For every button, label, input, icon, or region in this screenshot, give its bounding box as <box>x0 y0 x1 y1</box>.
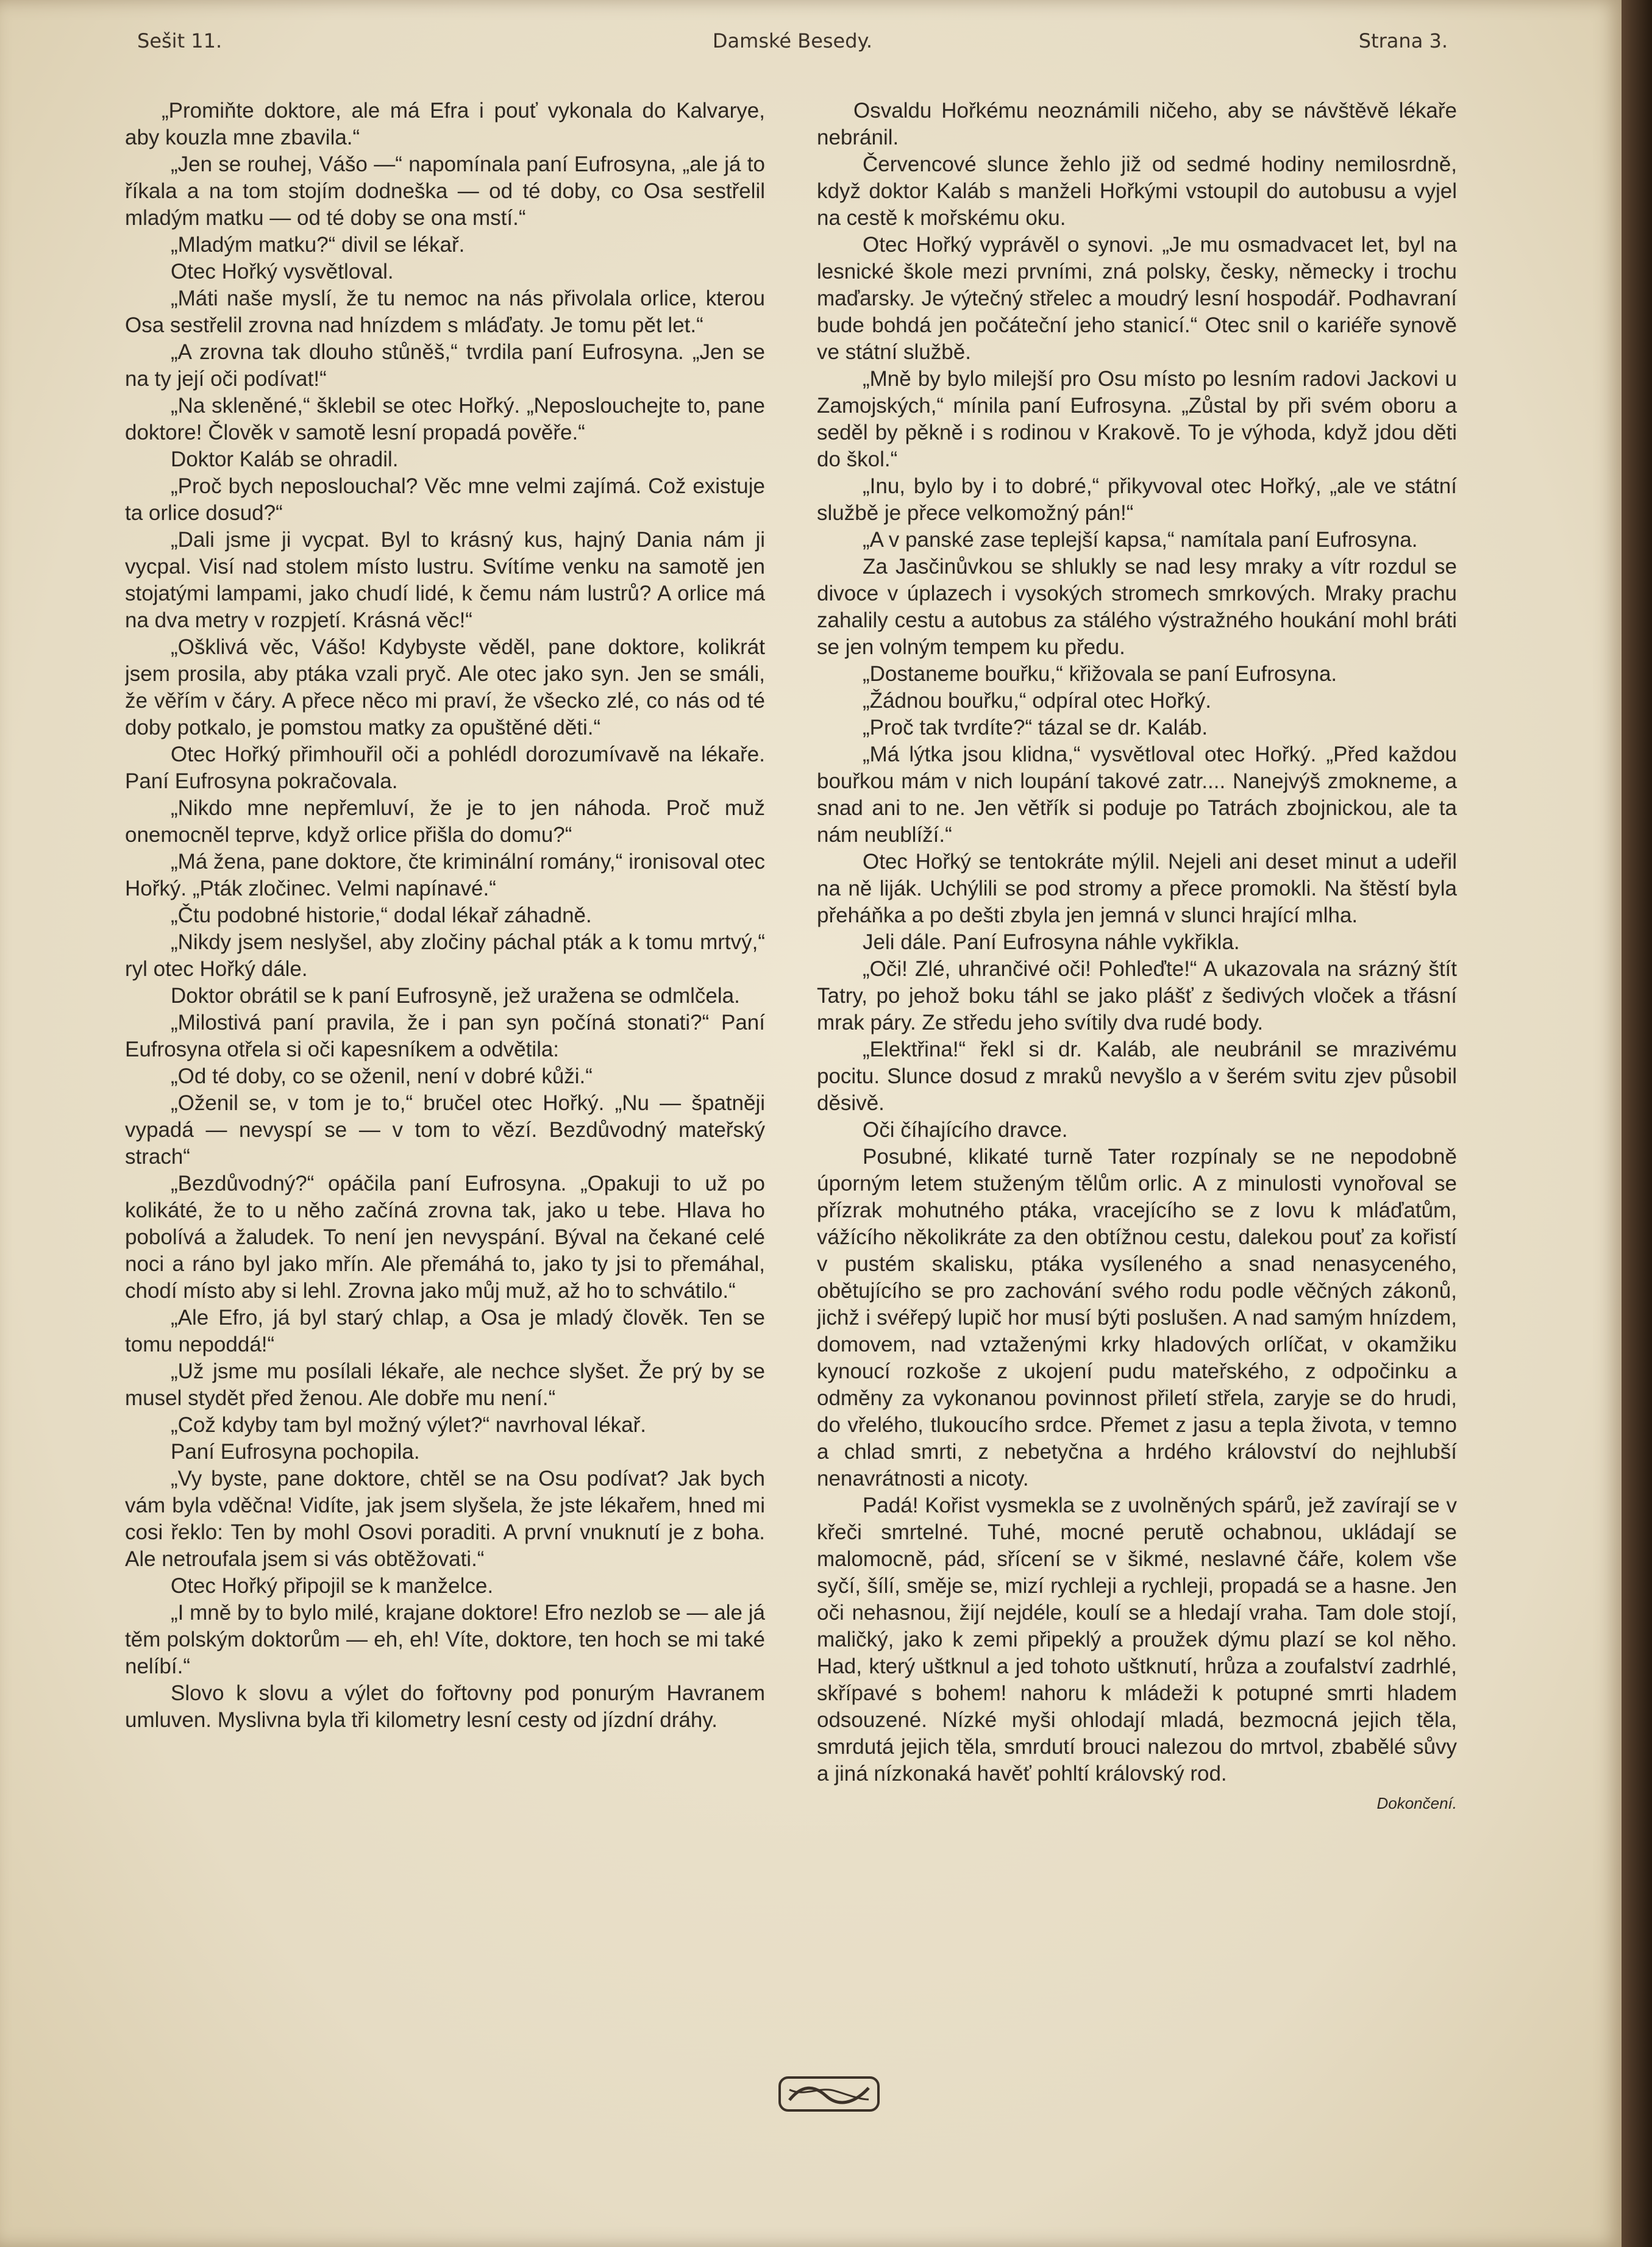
left-text-column <box>125 98 765 2048</box>
paragraph: „Máti naše myslí, že tu nemoc na nás přivolala orlice, kterou Osa sestřelil zrovna nad hnízdem s mláďaty. Je tomu pět let.“ <box>125 287 765 337</box>
page-header <box>137 24 1448 61</box>
paragraph: „Oči! Zlé, uhrančivé oči! Pohleďte!“ A ukazovala na srázný štít Tatry, po jehož boku táhl se jako plášť z šedivých vloček a třásní mrak páry. Ze středu jeho svítily dva rudé body. <box>817 957 1457 1034</box>
paragraph: Slovo k slovu a výlet do fořtovny pod ponurým Havranem umluven. Myslivna byla tři kilometry lesní cesty od jízdní dráhy. <box>125 1681 765 1732</box>
issue-number: Sešit 11. <box>137 29 223 52</box>
paragraph: „Ošklivá věc, Vášo! Kdybyste věděl, pane doktore, kolikrát jsem prosila, aby ptáka vzali pryč. Ale otec jako syn. Jen se smáli, že věřím v čáry. A přece něco mi praví, že všecko zlé, co nás od té doby potkalo, je pomstou matky za opuštěné děti.“ <box>125 635 765 739</box>
continuation-note: Dokončení. <box>1376 1794 1457 1812</box>
paragraph: Doktor obrátil se k paní Eufrosyně, jež uražena se odmlčela. <box>171 984 740 1008</box>
paragraph: Paní Eufrosyna pochopila. <box>171 1440 420 1464</box>
paragraph: „Promiňte doktore, ale má Efra i pouť vykonala do Kalvarye, aby kouzla mne zbavila.“ <box>125 99 765 149</box>
paragraph: „A v panské zase teplejší kapsa,“ namítala paní Eufrosyna. <box>863 528 1418 552</box>
paragraph: „I mně by to bylo milé, krajane doktore! Efro nezlob se — ale já těm polským doktorům — eh, eh! Víte, doktore, ten hoch se mi také nelíbí.“ <box>125 1601 765 1678</box>
page-number: Strana 3. <box>1358 29 1448 52</box>
paragraph: „Bezdůvodný?“ opáčila paní Eufrosyna. „Opakuji to už po kolikáté, že to u něho začíná zrovna tak, jako u tebe. Hlava ho pobolívá a žaludek. To není jen nevyspání. Býval na čekané celé noci a ráno byl jako mřín. Ale přemáhá to, jako ty jsi to přemáhal, chodí místo aby si lehl. Zrovna jako můj muž, až ho to schvátilo.“ <box>125 1172 765 1303</box>
paragraph: „Dali jsme ji vycpat. Byl to krásný kus, hajný Dania nám ji vycpal. Visí nad stolem místo lustru. Svítíme venku na samotě jen stojatými lampami, jako chudí lidé, k čemu nám lustrů? A orlice má na dva metry v rozpjetí. Krásná věc!“ <box>125 528 765 632</box>
paragraph: „Nikdo mne nepřemluví, že je to jen náhoda. Proč muž onemocněl teprve, když orlice přišla do domu?“ <box>125 796 765 847</box>
page-edge-shadow <box>1622 0 1652 2247</box>
paragraph: „Už jsme mu posílali lékaře, ale nechce slyšet. Že prý by se musel stydět před ženou. Ale dobře mu není.“ <box>125 1359 765 1410</box>
paragraph: Otec Hořký přimhouřil oči a pohlédl dorozumívavě na lékaře. Paní Eufrosyna pokračovala. <box>125 742 765 793</box>
paragraph: Otec Hořký připojil se k manželce. <box>171 1574 494 1598</box>
paragraph: „Což kdyby tam byl možný výlet?“ navrhoval lékař. <box>171 1413 646 1437</box>
right-text-column <box>817 98 1457 2048</box>
paragraph: Oči číhajícího dravce. <box>863 1118 1068 1142</box>
paragraph: Červencové slunce žehlo již od sedmé hodiny nemilosrdně, když doktor Kaláb s manželi Hořkými vstoupil do autobusu a vyjel na cestě k mořskému oku. <box>817 152 1457 230</box>
paragraph: „Vy byste, pane doktore, chtěl se na Osu podívat? Jak bych vám byla vděčna! Vidíte, jak jsem slyšela, že jste lékařem, hned mi cosi řeklo: Ten by mohl Osovi poraditi. A první vnuknutí je z boha. Ale netroufala jsem si vás obtěžovati.“ <box>125 1467 765 1571</box>
paragraph: „Mně by bylo milejší pro Osu místo po lesním radovi Jackovi u Zamojských,“ mínila paní Eufrosyna. „Zůstal by při svém oboru a seděl by pěkně i s rodinou v Krakově. To je výhoda, když jdou děti do škol.“ <box>817 367 1457 471</box>
paragraph: Osvaldu Hořkému neoznámili ničeho, aby se návštěvě lékaře nebránil. <box>817 99 1457 149</box>
paragraph: „Čtu podobné historie,“ dodal lékař záhadně. <box>171 903 592 927</box>
paragraph: Otec Hořký se tentokráte mýlil. Nejeli ani deset minut a udeřil na ně liják. Uchýlili se pod stromy a přece promokli. Na štěstí byla přeháňka a po dešti zbyla jen jemná v slunci hrající mlha. <box>817 850 1457 927</box>
paragraph: „Nikdy jsem neslyšel, aby zločiny páchal pták a k tomu mrtvý,“ ryl otec Hořký dále. <box>125 930 765 981</box>
paragraph: „Od té doby, co se oženil, není v dobré kůži.“ <box>171 1064 593 1088</box>
magazine-title: Damské Besedy. <box>712 29 873 52</box>
paragraph: „Dostaneme bouřku,“ křižovala se paní Eufrosyna. <box>863 662 1337 686</box>
paragraph: „Inu, bylo by i to dobré,“ přikyvoval otec Hořký, „ale ve státní službě je přece velkomožný pán!“ <box>817 474 1457 525</box>
paragraph: „Proč bych neposlouchal? Věc mne velmi zajímá. Což existuje ta orlice dosud?“ <box>125 474 765 525</box>
paragraph: Otec Hořký vyprávěl o synovi. „Je mu osmadvacet let, byl na lesnické škole mezi prvními, zná polsky, česky, německy i trochu maďarsky. Je výtečný střelec a moudrý lesní hospodář. Podhavraní bude bohdá jen počáteční jeho stanicí.“ Otec snil o kariéře synově ve státní službě. <box>817 233 1457 364</box>
paragraph: „A zrovna tak dlouho stůněš,“ tvrdila paní Eufrosyna. „Jen se na ty její oči podívat!“ <box>125 340 765 391</box>
paragraph: „Jen se rouhej, Vášo —“ napomínala paní Eufrosyna, „ale já to říkala a na tom stojím dodneška — od té doby, co Osa sestřelil mladým matku — od té doby se ona mstí.“ <box>125 152 765 230</box>
paragraph: „Má lýtka jsou klidna,“ vysvětloval otec Hořký. „Před každou bouřkou mám v nich loupání takové zatr.... Nanejvýš zmokneme, a snad ani to ne. Jen větřík si poduje po Tatrách zbojnickou, ale ta nám neublíží.“ <box>817 742 1457 847</box>
paragraph: Padá! Kořist vysmekla se z uvolněných spárů, jež zavírají se v křeči smrtelné. Tuhé, mocné perutě ochabnou, ukládají se malomocně, pád, sřícení se v šikmé, neslavné čáře, kolem vše syčí, šílí, směje se, mizí rychleji a rychleji, propadá se a hasne. Jen oči nehasnou, žijí nejdéle, koulí se a hledají vraha. Tam dole stojí, maličký, jako k zemi připeklý a proužek dýmu plazí se kol něho. Had, který uštknul a jed tohoto uštknutí, hrůza a zoufalství zadrhlé, skřípavé s bohem! nahoru k mládeži k potupné smrti hladem odsouzené. Nízké myši ohlodají mladá, bezmocná jejich těla, smrdutá jejich těla, smrdutí brouci nalezou do mrtvol, zbabělé sůvy a jiná nízkonaká havěť pohltí královský rod. <box>817 1494 1457 1786</box>
paragraph: Jeli dále. Paní Eufrosyna náhle vykřikla. <box>863 930 1240 954</box>
paragraph: „Má žena, pane doktore, čte kriminální romány,“ ironisoval otec Hořký. „Pták zločinec. Velmi napínavé.“ <box>125 850 765 900</box>
ornament-icon <box>777 2073 881 2115</box>
paragraph: „Žádnou bouřku,“ odpíral otec Hořký. <box>863 689 1211 713</box>
paragraph: Otec Hořký vysvětloval. <box>171 260 394 283</box>
paragraph: Doktor Kaláb se ohradil. <box>171 447 399 471</box>
paragraph: „Oženil se, v tom je to,“ bručel otec Hořký. „Nu — špatněji vypadá — nevyspí se — v tom to vězí. Bezdůvodný mateřský strach“ <box>125 1091 765 1169</box>
paragraph: „Mladým matku?“ divil se lékař. <box>171 233 465 257</box>
paragraph: Za Jasčinůvkou se shlukly se nad lesy mraky a vítr rozdul se divoce v úplazech i vysokých stromech smrkových. Mraky prachu zahalily cestu a autobus za stálého výstražného houkání mohl bráti se jen volným tempem ku předu. <box>817 555 1457 659</box>
paragraph: Posubné, klikaté turně Tater rozpínaly se ne nepodobně úporným letem stuženým tělům orlic. A z minulosti vynořoval se přízrak mohutného ptáka, vracejícího se z lovu k mláďatům, vážícího několikráte za den obtížnou cestu, dalekou pouť za kořistí v pustém skalisku, ptáka vysíleného a snad nenasyceného, obětujícího se pro zachování svého rodu podle věčných zákonů, jichž i svéřepý lupič hor musí býti poslušen. A nad samým hnízdem, domovem, nad vztaženými krky hladových orlíčat, v okamžiku kynoucí rozkoše z ukojení pudu mateřského, z odpočinku a odměny za vykonanou povinnost přiletí střela, zaryje se do hrudi, do vřelého, tlukoucího srdce. Přemet z jasu a tepla života, v temno a chlad smrti, z nebetyčna a hrdého království do nejhlubší nenavrátnosti a nicoty. <box>817 1145 1457 1490</box>
paragraph: „Milostivá paní pravila, že i pan syn počíná stonati?“ Paní Eufrosyna otřela si oči kapesníkem a odvětila: <box>125 1011 765 1061</box>
paragraph: „Na skleněné,“ šklebil se otec Hořký. „Neposlouchejte to, pane doktore! Člověk v samotě lesní propadá pověře.“ <box>125 394 765 444</box>
paragraph: „Ale Efro, já byl starý chlap, a Osa je mladý člověk. Ten se tomu nepoddá!“ <box>125 1306 765 1356</box>
paragraph: „Elektřina!“ řekl si dr. Kaláb, ale neubránil se mrazivému pocitu. Slunce dosud z mraků nevyšlo a v šerém svitu zjev působil děsivě. <box>817 1038 1457 1115</box>
paragraph: „Proč tak tvrdíte?“ tázal se dr. Kaláb. <box>863 716 1208 739</box>
